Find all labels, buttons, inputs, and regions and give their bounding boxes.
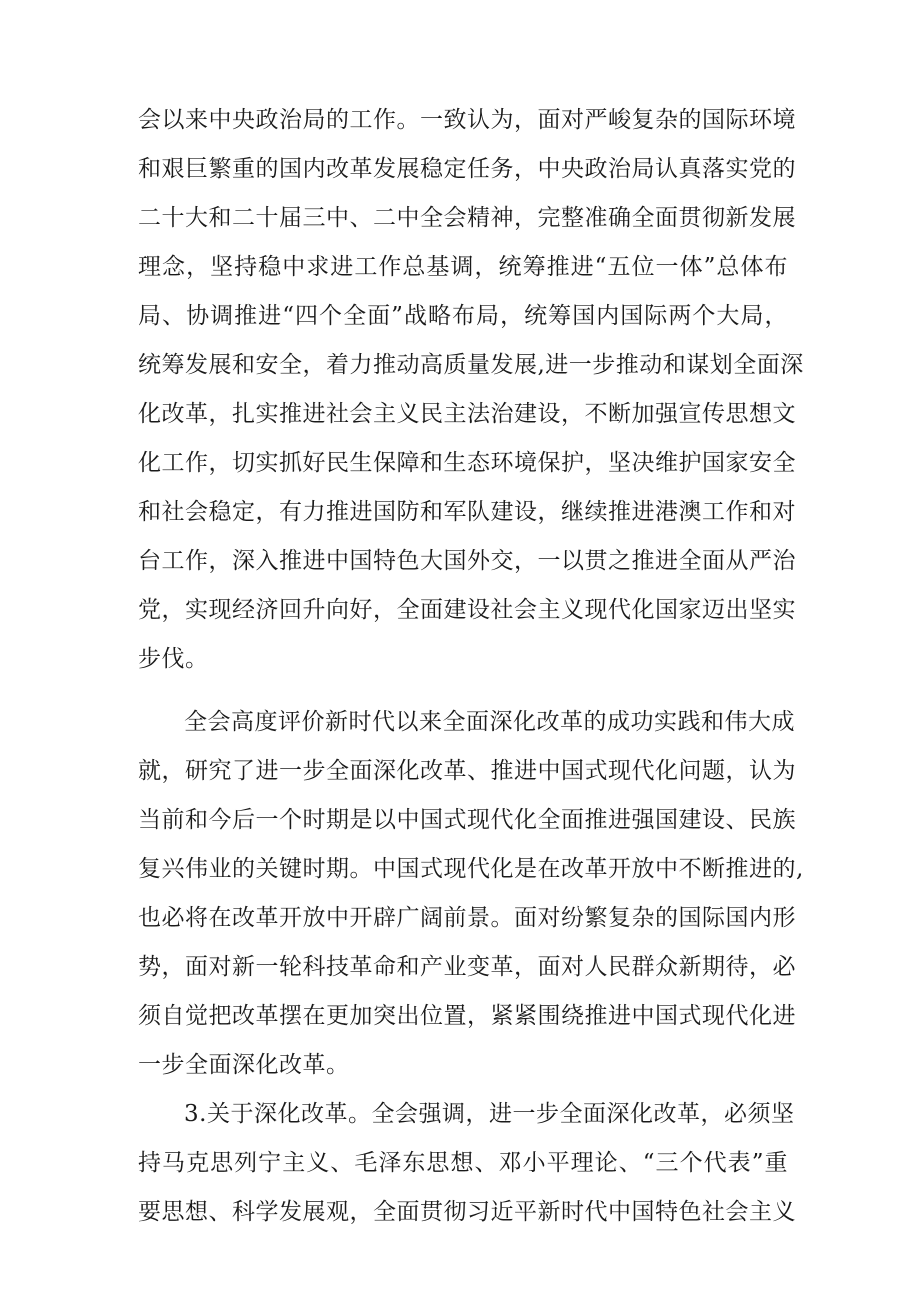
paragraph-1-line-2: 和艰巨繁重的国内改革发展稳定任务，中央政治局认真落实党的 <box>138 156 796 182</box>
paragraph-1-line-12: 步伐。 <box>138 646 209 672</box>
paragraph-1-line-10: 台工作，深入推进中国特色大国外交，一以贯之推进全面从严治 <box>138 548 796 574</box>
paragraph-1-line-9: 和社会稳定，有力推进国防和军队建设，继续推进港澳工作和对 <box>138 499 796 525</box>
paragraph-3-line-3: 要思想、科学发展观，全面贯彻习近平新时代中国特色社会主义 <box>138 1199 796 1225</box>
paragraph-2-line-8: 一步全面深化改革。 <box>138 1052 350 1078</box>
paragraph-2-line-6: 势，面对新一轮科技革命和产业变革，面对人民群众新期待，必 <box>138 954 796 980</box>
paragraph-2-line-5: 也必将在改革开放中开辟广阔前景。面对纷繁复杂的国际国内形 <box>138 905 796 931</box>
paragraph-2-line-2: 就，研究了进一步全面深化改革、推进中国式现代化问题，认为 <box>138 758 796 784</box>
paragraph-2-line-1: 全会高度评价新时代以来全面深化改革的成功实践和伟大成 <box>184 709 795 735</box>
paragraph-3-line-1: 3.关于深化改革。全会强调，进一步全面深化改革，必须坚 <box>184 1101 795 1127</box>
paragraph-2-line-7: 须自觉把改革摆在更加突出位置，紧紧围绕推进中国式现代化进 <box>138 1003 796 1029</box>
paragraph-2-line-3: 当前和今后一个时期是以中国式现代化全面推进强国建设、民族 <box>138 807 796 833</box>
paragraph-1-line-8: 化工作，切实抓好民生保障和生态环境保护，坚决维护国家安全 <box>138 450 796 476</box>
paragraph-1-line-6: 统筹发展和安全，着力推动高质量发展,进一步推动和谋划全面深 <box>138 352 804 378</box>
paragraph-1-line-4: 理念，坚持稳中求进工作总基调，统筹推进“五位一体”总体布 <box>138 254 788 280</box>
paragraph-1-line-7: 化改革，扎实推进社会主义民主法治建设，不断加强宣传思想文 <box>138 401 796 427</box>
paragraph-1-line-3: 二十大和二十届三中、二中全会精神，完整准确全面贯彻新发展 <box>138 205 796 231</box>
paragraph-3-line-2: 持马克思列宁主义、毛泽东思想、邓小平理论、“三个代表”重 <box>138 1150 788 1176</box>
paragraph-1-line-11: 党，实现经济回升向好，全面建设社会主义现代化国家迈出坚实 <box>138 597 796 623</box>
paragraph-1-line-5: 局、协调推进“四个全面”战略布局，统筹国内国际两个大局， <box>138 303 788 329</box>
paragraph-2-line-4: 复兴伟业的关键时期。中国式现代化是在改革开放中不断推进的, <box>138 856 804 882</box>
paragraph-1-line-1: 会以来中央政治局的工作。一致认为，面对严峻复杂的国际环境 <box>138 107 796 133</box>
